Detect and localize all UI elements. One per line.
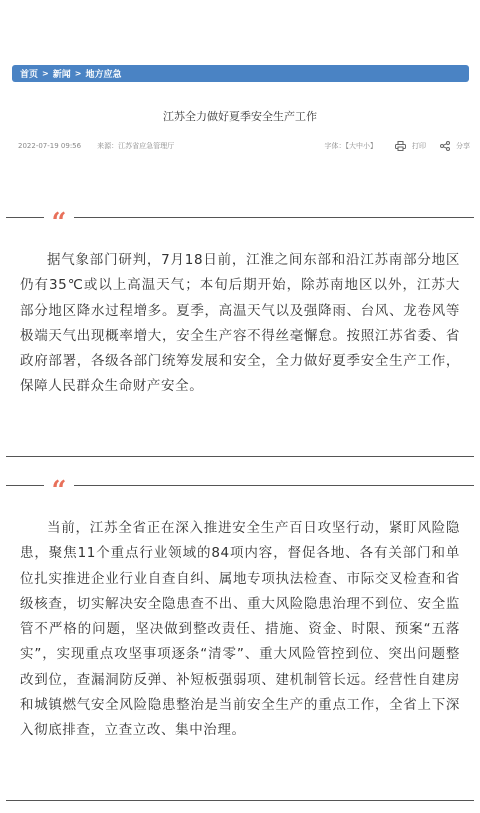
font-size-options[interactable]: 【大中小】 bbox=[345, 142, 377, 150]
section-divider bbox=[6, 456, 474, 457]
share-icon bbox=[440, 141, 450, 151]
article-meta bbox=[18, 140, 470, 152]
quote-divider bbox=[6, 208, 474, 238]
quote-divider bbox=[6, 476, 474, 506]
print-button[interactable] bbox=[395, 141, 426, 151]
breadcrumb-separator: > bbox=[42, 69, 49, 78]
breadcrumb bbox=[12, 65, 469, 82]
publish-date: 2022-07-19 09:56 bbox=[18, 142, 82, 150]
share-button[interactable] bbox=[440, 141, 470, 151]
article-paragraph: 据气象部门研判，7月18日前，江淮之间东部和沿江苏南部分地区仍有35℃或以上高温天气；本旬后期开始，除苏南地区以外，江苏大部分地区降水过程增多。夏季，高温天气以及强降雨、台风、龙卷风等极端天气出现概率增大，安全生产容不得丝毫懈怠。按照江苏省委、省政府部署，各级各部门统筹发展和安全，全力做好夏季安全生产工作，保障人民群众生命财产安全。 bbox=[20, 252, 460, 395]
share-label: 分享 bbox=[456, 142, 470, 150]
breadcrumb-separator: > bbox=[74, 69, 82, 78]
article-title: 江苏全力做好夏季安全生产工作 bbox=[163, 110, 317, 123]
breadcrumb-current: 地方应急 bbox=[85, 70, 122, 80]
printer-icon bbox=[395, 141, 406, 151]
breadcrumb-home-link[interactable]: 首页 bbox=[20, 70, 39, 80]
font-size-label: 字体： bbox=[324, 142, 346, 150]
article-source: 来源：江苏省应急管理厅 bbox=[97, 142, 175, 150]
divider-line bbox=[74, 217, 474, 218]
section-divider bbox=[6, 800, 474, 801]
divider-line bbox=[6, 485, 44, 486]
breadcrumb-news-link[interactable]: 新闻 bbox=[52, 70, 71, 80]
quote-mark-icon: “ bbox=[51, 476, 67, 506]
font-size-control bbox=[325, 141, 378, 151]
article-tools bbox=[325, 141, 471, 151]
print-label: 打印 bbox=[412, 142, 426, 150]
article-paragraph: 当前，江苏全省正在深入推进安全生产百日攻坚行动，紧盯风险隐患，聚焦11个重点行业领域的84项内容，督促各地、各有关部门和单位扎实推进企业行业自查自纠、属地专项执法检查、市际交叉检查和省级核查，切实解决安全隐患查不出、重大风险隐患治理不到位、安全监管不严格的问题，坚决做到整改责任、措施、资金、时限、预案“五落实”，实现重点攻坚事项逐条“清零”、重大风险管控到位、突出问题整改到位，查漏洞防反弹、补短板强弱项、建机制管长远。经营性自建房和城镇燃气安全风险隐患整治是当前安全生产的重点工作，全省上下深入彻底排查，立查立改、集中治理。 bbox=[20, 520, 460, 739]
quote-mark-icon: “ bbox=[51, 208, 67, 238]
divider-line bbox=[74, 485, 474, 486]
divider-line bbox=[6, 217, 44, 218]
